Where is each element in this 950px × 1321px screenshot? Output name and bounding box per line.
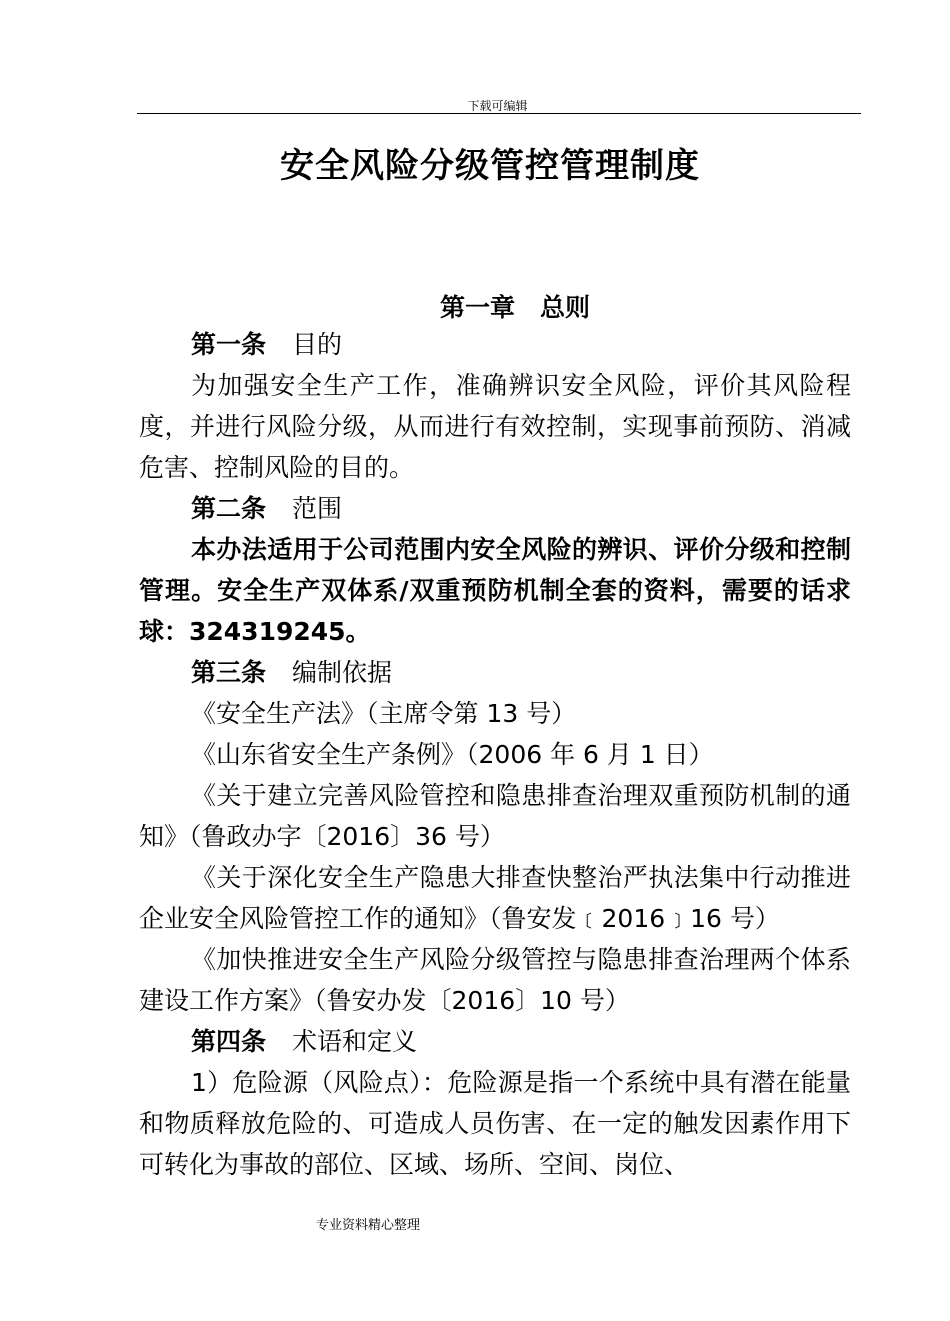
chapter-heading: 第一章 总则 [439,293,590,322]
reference-item: 《加快推进安全生产风险分级管控与隐患排查治理两个体系建设工作方案》（鲁安办发〔2016〕10 号） [139,945,851,1015]
article-4-heading [139,1021,851,1062]
article-title: 术语和定义 [292,1027,418,1056]
article-label: 第二条 [191,494,267,523]
reference-item: 《山东省安全生产条例》（2006 年 6 月 1 日） [191,740,714,769]
article-title: 编制依据 [292,658,393,687]
article-1-body: 为加强安全生产工作，准确辨识安全风险，评价其风险程度，并进行风险分级，从而进行有效控制，实现事前预防、消减危害、控制风险的目的。 [139,371,851,482]
article-2-heading [139,488,851,529]
reference-item: 《关于建立完善风险管控和隐患排查治理双重预防机制的通知》（鲁政办字〔2016〕36 号） [139,781,851,851]
article-1-heading [139,324,851,365]
article-title: 范围 [292,494,343,523]
article-label: 第三条 [191,658,267,687]
article-title: 目的 [292,330,343,359]
reference-item: 《安全生产法》（主席令第 13 号） [191,699,577,728]
article-2-body: 本办法适用于公司范围内安全风险的辨识、评价分级和控制管理。安全生产双体系/双重预防机制全套的资料，需要的话求球：324319245。 [139,535,851,646]
article-3-heading [139,652,851,693]
article-4-body: 1）危险源（风险点）：危险源是指一个系统中具有潜在能量和物质释放危险的、可造成人员伤害、在一定的触发因素作用下可转化为事故的部位、区域、场所、空间、岗位、 [139,1068,851,1179]
article-label: 第一条 [191,330,267,359]
reference-item: 《关于深化安全生产隐患大排查快整治严执法集中行动推进企业安全风险管控工作的通知》（鲁安发﹝2016﹞16 号） [139,863,851,933]
article-label: 第四条 [191,1027,267,1056]
header-rule [137,113,861,114]
page-footer: 专业资料精心整理 [316,1218,421,1233]
document-body [139,324,851,1185]
page-header: 下载可编辑 [467,99,528,113]
document-title: 安全风险分级管控管理制度 [280,146,700,186]
